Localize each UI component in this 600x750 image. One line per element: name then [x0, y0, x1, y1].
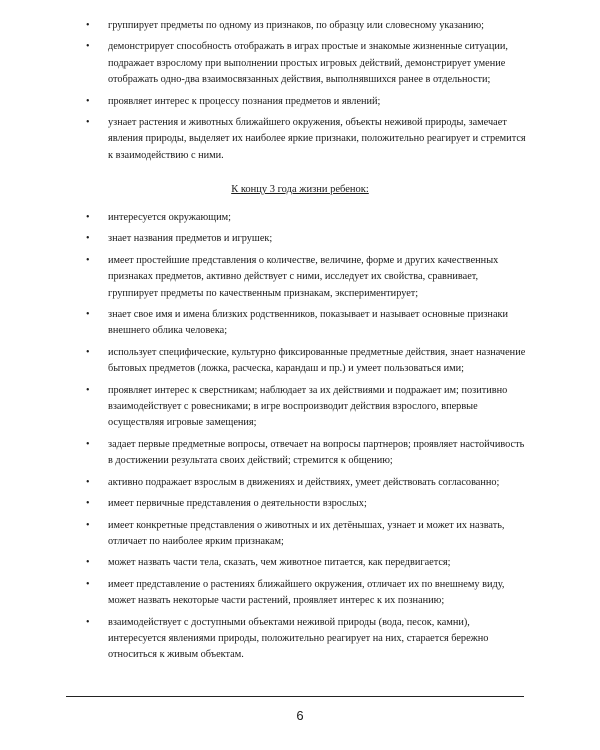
bullet-icon: •	[86, 117, 90, 129]
bullet-icon: •	[86, 438, 90, 450]
footer-divider	[66, 696, 524, 697]
bullet-icon: •	[86, 476, 90, 488]
section-heading: К концу 3 года жизни ребенок:	[231, 184, 369, 195]
page-number: 6	[296, 708, 304, 723]
list-item-text: проявляет интерес к сверстникам; наблюдает за их действиями и подражает им; позитивно взаимодействует с ровесниками; в игре воспроизводит действия взрослого, впервые осуществляя игровые замещения;	[108, 384, 508, 429]
list-item	[86, 39, 526, 88]
list-item	[86, 555, 526, 571]
list-item	[86, 18, 526, 34]
list-item	[86, 475, 526, 491]
list-item	[86, 383, 526, 432]
list-item-text: знает названия предметов и игрушек;	[108, 233, 273, 245]
list-item-text: демонстрирует способность отображать в играх простые и знакомые жизненные ситуации, подражает взрослому при выполнении простых игровых действий, демонстрирует умение отображать одно-два взаимосвязанных действия, выполнявшихся ранее в отдельности;	[108, 41, 508, 86]
list-item	[86, 94, 526, 110]
bullet-icon: •	[86, 498, 90, 510]
list-item-text: интересуется окружающим;	[108, 212, 231, 223]
list-item-text: проявляет интерес к процессу познания предметов и явлений;	[108, 95, 381, 107]
bullet-icon: •	[86, 519, 90, 531]
list-item	[86, 518, 526, 551]
top-bullet-list	[86, 18, 526, 169]
list-item-text: имеет представление о растениях ближайшего окружения, отличает их по внешнему виду, может назвать некоторые части растений, проявляет интерес к их познанию;	[108, 578, 505, 607]
bullet-icon: •	[86, 346, 90, 358]
list-item	[86, 577, 526, 610]
list-item-text: использует специфические, культурно фиксированные предметные действия, знает назначение бытовых предметов (ложка, расческа, карандаш и пр.) и умеет пользоваться ими;	[108, 346, 526, 375]
bullet-icon: •	[86, 557, 90, 569]
bullet-icon: •	[86, 254, 90, 266]
list-item	[86, 253, 526, 302]
main-bullet-list	[86, 210, 526, 669]
bullet-icon: •	[86, 41, 90, 53]
list-item	[86, 496, 526, 512]
bullet-icon: •	[86, 309, 90, 321]
bullet-icon: •	[86, 616, 90, 628]
list-item	[86, 210, 526, 226]
list-item-text: имеет первичные представления о деятельности взрослых;	[108, 498, 367, 510]
bullet-icon: •	[86, 20, 90, 31]
bullet-icon: •	[86, 95, 90, 107]
list-item	[86, 437, 526, 470]
list-item-text: взаимодействует с доступными объектами неживой природы (вода, песок, камни), интересуется явлениями природы, положительно реагирует на них, старается бережно относиться к живым объектам.	[108, 616, 489, 661]
list-item	[86, 115, 526, 164]
bullet-icon: •	[86, 212, 90, 223]
list-item	[86, 615, 526, 664]
list-item-text: знает свое имя и имена близких родственников, показывает и называет основные признаки внешнего облика человека;	[108, 309, 509, 337]
bullet-icon: •	[86, 578, 90, 590]
list-item	[86, 345, 526, 378]
list-item-text: узнает растения и животных ближайшего окружения, объекты неживой природы, замечает явления природы, выделяет их наиболее яркие признаки, положительно реагирует и стремится к взаимодействию с ними.	[108, 117, 526, 161]
bullet-icon: •	[86, 384, 90, 396]
list-item	[86, 231, 526, 247]
list-item-text: группирует предметы по одному из признаков, по образцу или словесному указанию;	[108, 20, 485, 31]
list-item	[86, 307, 526, 340]
list-item-text: может назвать части тела, сказать, чем животное питается, как передвигается;	[108, 557, 451, 569]
list-item-text: задает первые предметные вопросы, отвечает на вопросы партнеров; проявляет настойчивость в достижении результата своих действий; стремится к общению;	[108, 438, 525, 467]
list-item-text: имеет простейшие представления о количестве, величине, форме и других качественных признаках предметов, активно действует с ними, исследует их свойства, сравнивает, группирует предметы по качественным признакам, экспериментирует;	[108, 254, 499, 299]
list-item-text: имеет конкретные представления о животных и их детёнышах, узнает и может их назвать, отличает по наиболее ярким признакам;	[108, 519, 505, 547]
list-item-text: активно подражает взрослым в движениях и действиях, умеет действовать согласованно;	[108, 476, 500, 488]
bullet-icon: •	[86, 233, 90, 245]
